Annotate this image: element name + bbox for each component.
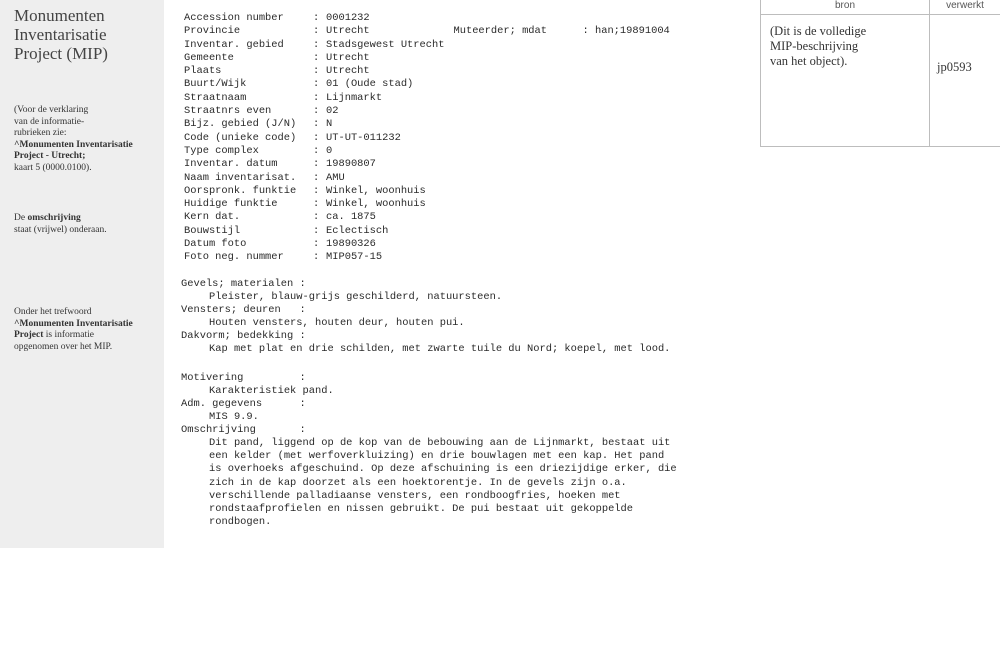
note-reference-bold: ^Monumenten Inventarisatie [14,318,133,329]
record-fields [184,12,444,265]
field-value: 19890326 [326,238,376,251]
field-label: Bijz. gebied (J/N) [184,118,297,131]
field-separator: : [313,158,320,171]
field-value: Utrecht [326,25,370,38]
field-value: MIP057-15 [326,251,383,264]
field-label: Inventar. gebied [184,38,284,51]
field-label: Buurt/Wijk [184,78,247,91]
field-separator: : [313,238,320,251]
section-label-vensters: Vensters; deuren : [181,304,306,316]
field-separator: : [313,105,320,118]
description-block [181,424,677,529]
field-separator: : [313,12,320,24]
field-value: Winkel, woonhuis [326,184,426,197]
field-row [184,172,444,185]
materials-section [181,278,670,356]
field-label: Bouwstijl [184,224,241,237]
motivation-section [181,372,677,529]
field-label: Plaats [184,65,222,78]
field-label: Straatnaam [184,91,247,104]
field-value: N [326,118,333,131]
field-separator: : [313,131,320,144]
field-row [184,12,444,25]
note-text: is informatie [43,330,95,340]
description-line: verschillende palladiaanse vensters, een rondboogfries, hoeken met [209,489,621,502]
field-separator: : [313,25,320,38]
field-row [184,65,444,78]
field-value: AMU [326,171,345,184]
field-row [184,238,444,251]
processed-cell: jp0593 [937,60,972,74]
section-label-motivering: Motivering : [181,372,306,384]
section-value-vensters: Houten vensters, houten deur, houten pui. [209,317,465,329]
field-row [184,52,444,65]
mutation-value: han;19891004 [594,25,670,38]
field-value: UT-UT-011232 [326,131,401,144]
mip-title [14,6,108,63]
note-line: staat (vrijwel) onderaan. [14,224,107,235]
field-separator: : [313,211,320,224]
field-separator: : [313,184,320,197]
field-row [184,251,444,264]
sidebar-note-explanation [14,105,164,174]
field-separator: : [313,51,320,64]
field-row [184,25,444,38]
note-line: van de informatie- [14,116,85,127]
field-row [184,211,444,224]
mip-title-line: Monumenten [14,6,105,25]
description-line: Dit pand, liggend op de kop van de bebouwing aan de Lijnmarkt, bestaat uit [209,437,671,449]
note-line: kaart 5 (0000.0100). [14,162,92,173]
field-row [184,225,444,238]
field-label: Huidige funktie [184,198,278,211]
section-label-adm: Adm. gegevens : [181,398,306,410]
field-label: Code (unieke code) [184,131,297,144]
mip-title-line: Project (MIP) [14,44,108,63]
field-separator: : [313,171,320,184]
field-row [184,118,444,131]
note-text: De [14,213,28,223]
column-divider [929,0,930,146]
field-separator: : [313,38,320,51]
section-label-dakvorm: Dakvorm; bedekking : [181,330,306,342]
field-separator: : [313,224,320,237]
section-value-adm: MIS 9.9. [209,411,259,423]
field-row [184,145,444,158]
field-separator: : [313,198,320,211]
field-row [184,132,444,145]
field-row [184,78,444,91]
note-line: Onder het trefwoord [14,307,92,317]
section-value-motivering: Karakteristiek pand. [209,385,334,397]
field-row [184,185,444,198]
field-label: Accession number [184,12,284,24]
field-label: Datum foto [184,238,247,251]
field-label: Inventar. datum [184,158,278,171]
source-line: (Dit is de volledige [770,24,867,38]
field-label: Oorspronk. funktie [184,184,297,197]
source-line: van het object). [770,54,848,68]
mip-title-line: Inventarisatie [14,25,107,44]
field-separator: : [313,78,320,91]
field-separator: : [313,91,320,104]
section-label-gevels: Gevels; materialen : [181,278,306,290]
note-bold: omschrijving [27,213,81,223]
note-reference-bold: ^Monumenten Inventarisatie [14,139,133,150]
description-line: rondstaafprofielen en nissen gebruikt. De pui bestaat uit gekoppelde [209,502,634,515]
field-row [184,39,444,52]
field-value: 02 [326,105,339,118]
field-value: ca. 1875 [326,211,376,224]
field-value: Eclectisch [326,224,389,237]
field-value: Utrecht [326,65,370,78]
field-separator: : [582,25,595,38]
field-label: Naam inventarisat. [184,171,297,184]
column-header-verwerkt: verwerkt [946,0,984,11]
field-row [184,105,444,118]
field-value: Winkel, woonhuis [326,198,426,211]
description-line: een kelder (met werfoverkluizing) en drie bouwlagen met een kap. Het pand [209,450,665,463]
field-label: Gemeente [184,51,234,64]
note-line: rubrieken zie: [14,128,67,138]
section-value-gevels: Pleister, blauw-grijs geschilderd, natuursteen. [209,291,503,303]
source-cell [770,24,920,69]
section-label-omschrijving: Omschrijving : [181,424,306,436]
field-separator: : [313,251,320,264]
mutation-label: Muteerder; mdat [453,25,548,38]
field-value: 0 [326,144,333,157]
mutation-field [441,12,670,38]
field-label: Type complex [184,144,259,157]
note-line: opgenomen over het MIP. [14,341,113,352]
header-divider [761,14,1000,15]
field-value: 0001232 [326,12,370,24]
field-label: Foto neg. nummer [184,251,284,264]
field-row [184,198,444,211]
sidebar-note-omschrijving [14,213,164,236]
description-line: is overhoeks afgeschuind. Op deze afschuining is een driezijdige erker, die [209,463,677,476]
description-line: rondbogen. [209,516,272,529]
field-label: Provincie [184,25,241,38]
field-separator: : [313,65,320,78]
field-separator: : [313,144,320,157]
field-value: Lijnmarkt [326,91,383,104]
section-value-dakvorm: Kap met plat en drie schilden, met zwarte tuile du Nord; koepel, met lood. [209,343,671,355]
sidebar [0,0,164,548]
source-table [760,0,1000,147]
field-label: Kern dat. [184,211,241,224]
column-header-bron: bron [834,0,855,11]
field-separator: : [313,118,320,131]
field-value: 01 (Oude stad) [326,78,414,91]
note-line: (Voor de verklaring [14,105,89,115]
source-line: MIP-beschrijving [770,39,859,53]
sidebar-note-trefwoord [14,307,164,353]
field-row [184,92,444,105]
note-reference-bold: Project [14,330,44,340]
field-row [184,158,444,171]
field-value: Utrecht [326,51,370,64]
note-reference-bold: Project - Utrecht; [14,151,86,161]
field-value: 19890807 [326,158,376,171]
description-line: zich in de kap doorzet als een hoektorentje. In de gevels zijn o.a. [209,476,627,489]
field-value: Stadsgewest Utrecht [326,38,445,51]
field-label: Straatnrs even [184,105,272,118]
